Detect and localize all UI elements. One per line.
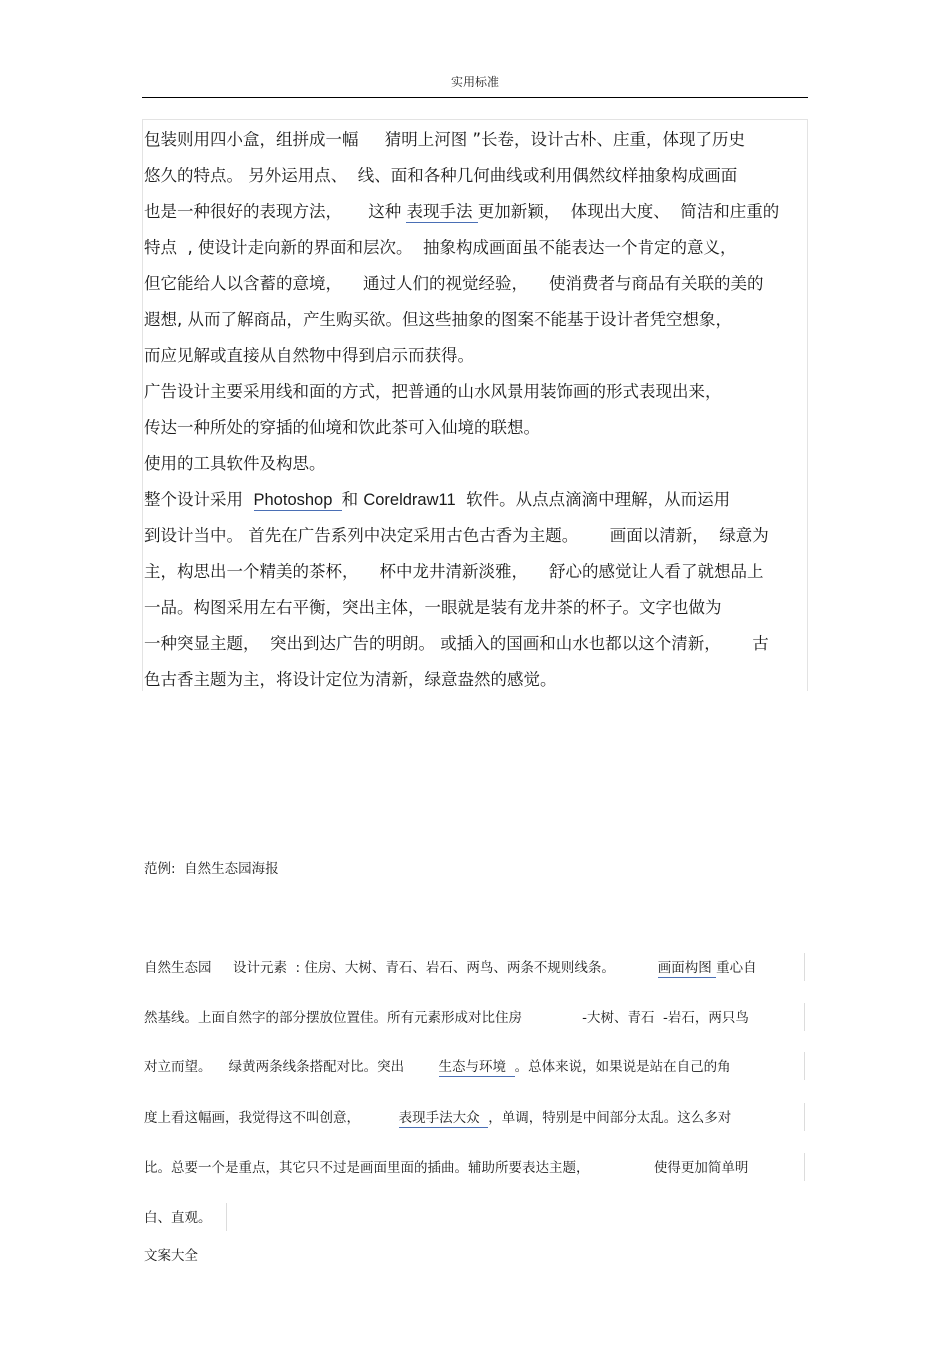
paragraph-line: 白、直观。 (144, 1210, 212, 1226)
paragraph-line: 到设计当中。 首先在广告系列中决定采用古色古香为主题。 画面以清新， 绿意为 (144, 526, 769, 545)
link-popular-technique[interactable]: 表现手法大众 (398, 1110, 489, 1126)
paragraph-line (144, 490, 730, 510)
text-segment: 和 (341, 490, 364, 509)
paragraph-line: 包装则用四小盒，组拼成一幅 猜明上河图 ”长卷，设计古朴、庄重，体现了历史 (144, 130, 746, 149)
paragraph-line (144, 202, 779, 222)
page-header: 实用标准 (450, 75, 499, 89)
text-segment: 软件。从点点滴滴中理解，从而运用 (455, 490, 731, 509)
link-ecology-environment[interactable]: 生态与环境 (438, 1059, 515, 1075)
paragraph-line: 使用的工具软件及构思。 (144, 454, 326, 473)
text-frame-top (142, 119, 808, 120)
text-segment: ，单调，特别是中间部分太乱。这么多对 (488, 1110, 732, 1126)
paragraph-line: 特点 , 使设计走向新的界面和层次。 抽象构成画面虽不能表达一个肯定的意义， (144, 238, 737, 257)
example-title: 范例: 自然生态园海报 (144, 861, 279, 877)
text-segment: 更加新颖， 体现出大度、 简洁和庄重的 (477, 202, 780, 221)
text-frame-left (142, 119, 143, 691)
text-frame-right (807, 119, 808, 691)
link-photoshop[interactable]: Photoshop (253, 491, 342, 509)
paragraph-line (144, 1058, 731, 1076)
paragraph-line: 然基线。上面自然字的部分摆放位置佳。所有元素形成对比住房 -大树、青石 -岩石，两只鸟 (144, 1010, 749, 1026)
paragraph-line: 主，构思出一个精美的茶杯， 杯中龙井清新淡雅， 舒心的感觉让人看了就想品上 (144, 562, 764, 581)
paragraph-line: 传达一种所处的穿插的仙境和饮此茶可入仙境的联想。 (144, 418, 540, 437)
line-end-marker (226, 1203, 227, 1231)
link-composition[interactable]: 画面构图 (657, 960, 717, 976)
line-end-marker (804, 1153, 805, 1181)
paragraph-line: 悠久的特点。 另外运用点、 线、面和各种几何曲线或利用偶然纹样抽象构成画面 (144, 166, 738, 185)
line-end-marker (804, 1103, 805, 1131)
paragraph-line: 而应见解或直接从自然物中得到启示而获得。 (144, 346, 474, 365)
text-segment: 也是一种很好的表现方法， 这种 (144, 202, 407, 221)
page-footer: 文案大全 (144, 1248, 198, 1264)
line-end-marker (804, 953, 805, 981)
paragraph-line: 但它能给人以含蓄的意境， 通过人们的视觉经验， 使消费者与商品有关联的美的 (144, 274, 764, 293)
paragraph-line: 遐想, 从而了解商品，产生购买欲。但这些抽象的图案不能基于设计者凭空想象， (144, 310, 732, 329)
paragraph-line: 色古香主题为主，将设计定位为清新，绿意盎然的感觉。 (144, 670, 557, 689)
text-segment: 度上看这幅画，我觉得这不叫创意， (144, 1110, 399, 1126)
line-end-marker (804, 1003, 805, 1031)
paragraph-line: 广告设计主要采用线和面的方式，把普通的山水风景用装饰画的形式表现出来， (144, 382, 722, 401)
link-expression-technique[interactable]: 表现手法 (406, 202, 478, 221)
text-segment: Coreldraw11 (363, 491, 456, 509)
paragraph-line: 一种突显主题， 突出到达广告的明朗。 或插入的国画和山水也都以这个清新， 古 (144, 634, 769, 653)
paragraph-line (144, 1109, 731, 1127)
header-divider (142, 97, 808, 98)
line-end-marker (804, 1052, 805, 1080)
paragraph-line (144, 959, 757, 977)
paragraph-line: 比。总要一个是重点，其它只不过是画面里面的插曲。辅助所要表达主题， 使得更加简单明 (144, 1160, 749, 1176)
text-segment: 重心自 (716, 960, 757, 976)
text-segment: 。总体来说，如果说是站在自己的角 (514, 1059, 731, 1075)
text-segment: 自然生态园 设计元素 : 住房、大树、青石、岩石、两鸟、两条不规则线条。 (144, 960, 658, 976)
text-segment: 整个设计采用 (144, 490, 254, 509)
text-segment: 对立而望。 绿黄两条线条搭配对比。突出 (144, 1059, 439, 1075)
paragraph-line: 一品。构图采用左右平衡，突出主体，一眼就是装有龙井茶的杯子。文字也做为 (144, 598, 722, 617)
